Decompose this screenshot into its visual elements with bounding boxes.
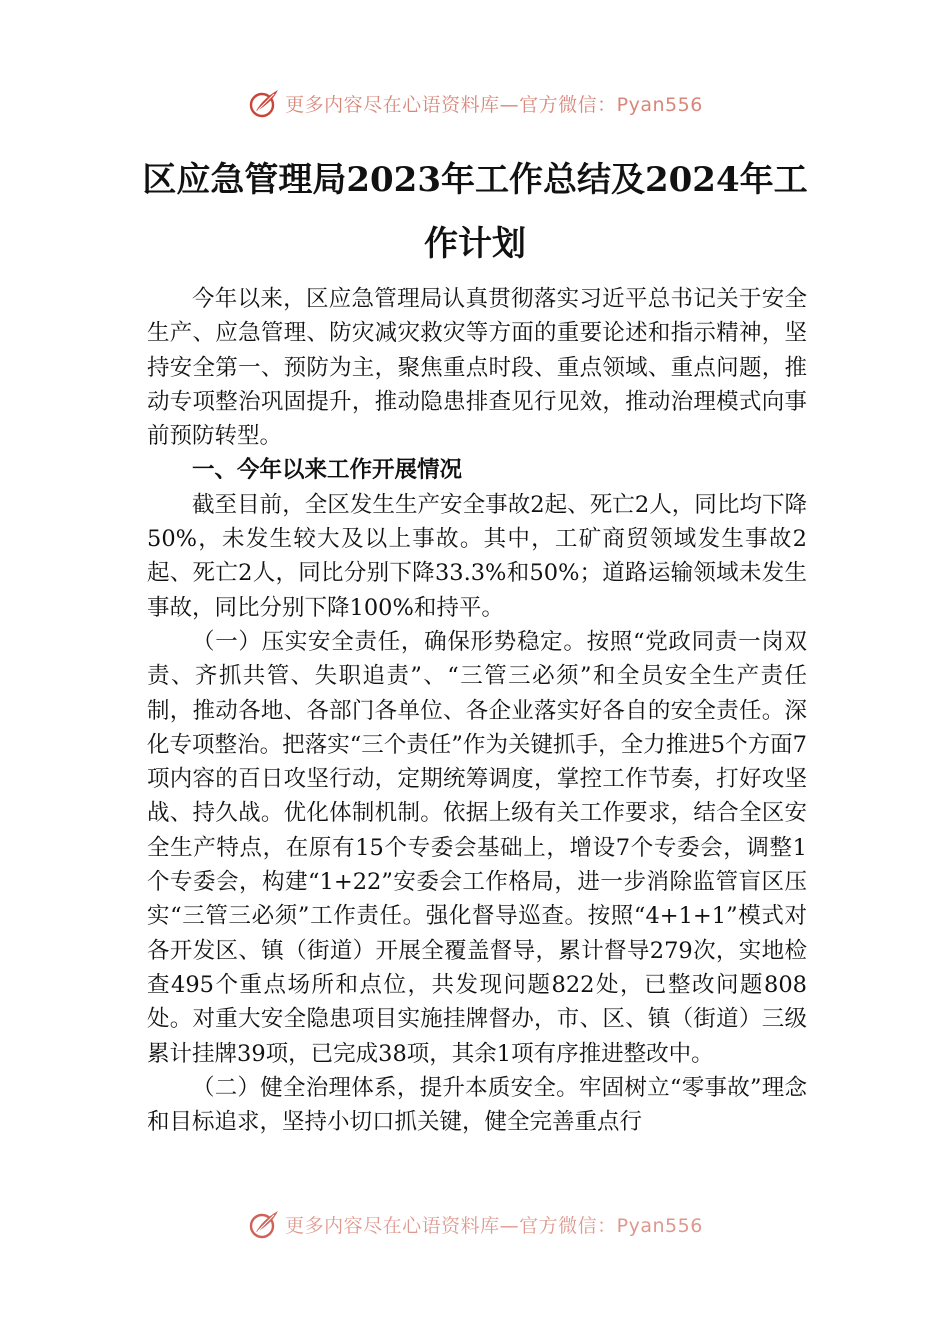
document-body — [147, 282, 807, 1139]
watermark-text: 更多内容尽在心语资料库—官方微信：Pyan556 — [285, 1214, 703, 1237]
feather-logo-icon — [247, 1207, 281, 1241]
section-heading: 一、今年以来工作开展情况 — [192, 457, 463, 484]
paragraph-intro: 今年以来，区应急管理局认真贯彻落实习近平总书记关于安全生产、应急管理、防灾减灾救灾等方面的重要论述和指示精神，坚持安全第一、预防为主，聚焦重点时段、重点领域、重点问题，推动专项整治巩固提升，推动隐患排查见行见效，推动治理模式向事前预防转型。 — [147, 286, 807, 450]
watermark-footer — [0, 1204, 950, 1244]
watermark-text: 更多内容尽在心语资料库—官方微信：Pyan556 — [285, 93, 703, 116]
paragraph-section-2: （二）健全治理体系，提升本质安全。牢固树立“零事故”理念和目标追求，坚持小切口抓关键，健全完善重点行 — [147, 1074, 807, 1136]
document-title: 区应急管理局2023年工作总结及2024年工作计划 — [142, 160, 808, 264]
paragraph-section-1: （一）压实安全责任，确保形势稳定。按照“党政同责一岗双责、齐抓共管、失职追责”、“三管三必须”和全员安全生产责任制，推动各地、各部门各单位、各企业落实好各自的安全责任。深化专项整治。把落实“三个责任”作为关键抓手，全力推进5个方面7项内容的百日攻坚行动，定期统筹调度，掌控工作节奏，打好攻坚战、持久战。优化体制机制。依据上级有关工作要求，结合全区安全生产特点，在原有15个专委会基础上，增设7个专委会，调整1个专委会，构建“1+22”安委会工作格局，进一步消除监管盲区压实“三管三必须”工作责任。强化督导巡查。按照“4+1+1”模式对各开发区、镇（街道）开展全覆盖督导，累计督导279次，实地检查495个重点场所和点位，共发现问题822处，已整改问题808处。对重大安全隐患项目实施挂牌督办，市、区、镇（街道）三级累计挂牌39项，已完成38项，其余1项有序推进整改中。 — [147, 628, 807, 1067]
paragraph-statistics: 截至目前，全区发生生产安全事故2起、死亡2人，同比均下降50%，未发生较大及以上事故。其中，工矿商贸领域发生事故2起、死亡2人，同比分别下降33.3%和50%；道路运输领域未发生事故，同比分别下降100%和持平。 — [147, 491, 807, 621]
